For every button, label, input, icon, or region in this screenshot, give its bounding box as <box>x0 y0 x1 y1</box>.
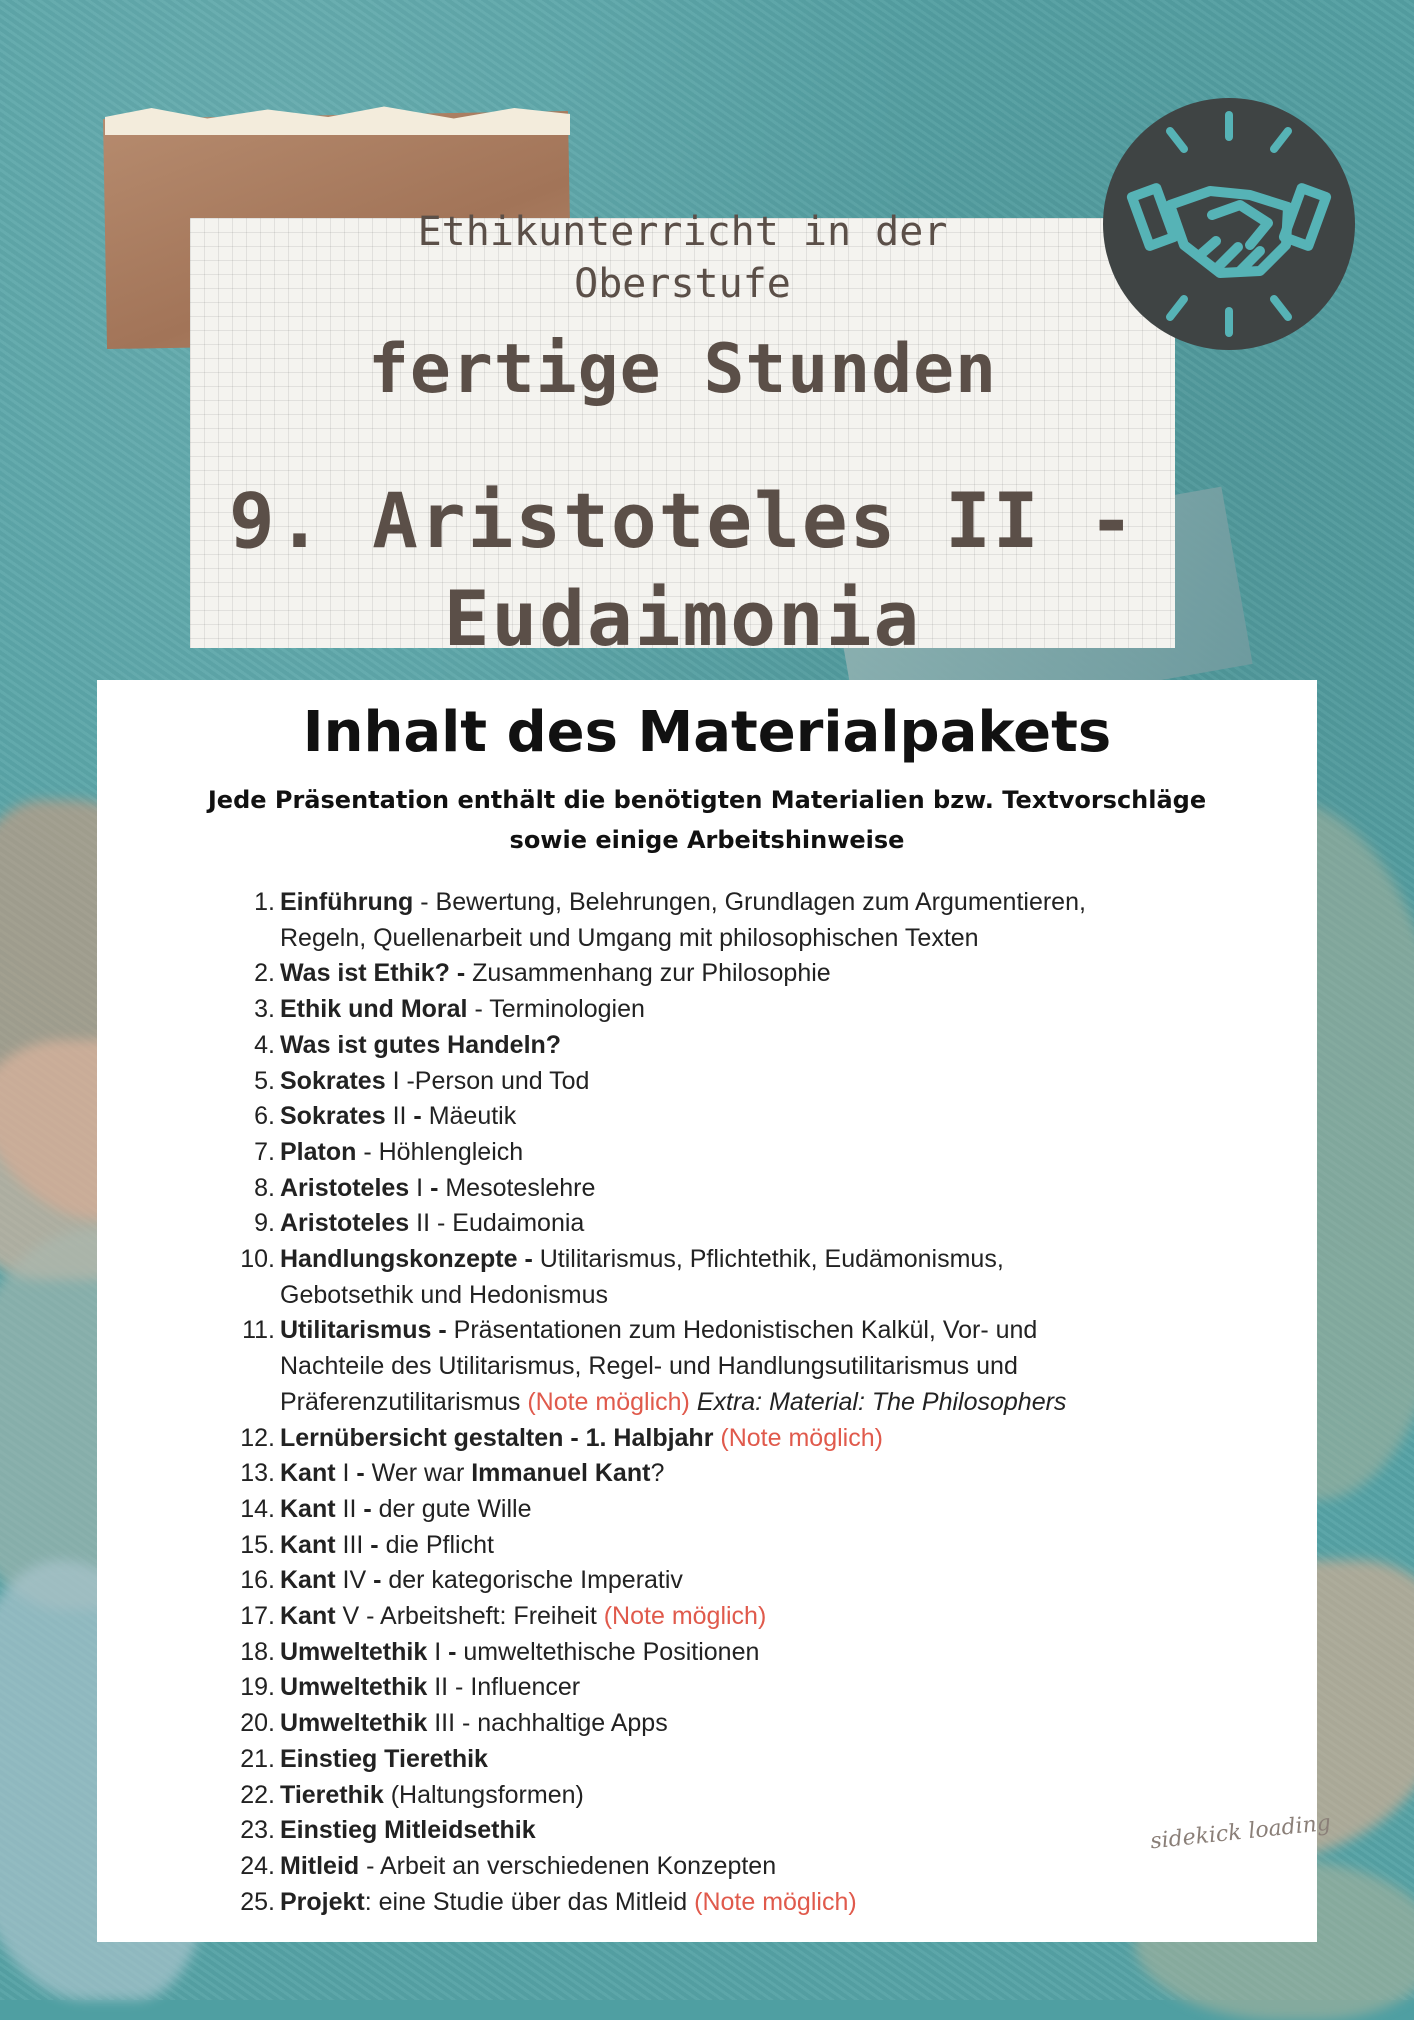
list-item-number: 24. <box>240 1851 275 1880</box>
list-item <box>227 1135 1227 1171</box>
list-item-text-segment: Mesoteslehre <box>438 1173 596 1202</box>
list-item-text-segment: Umweltethik <box>280 1637 428 1666</box>
list-item-text-segment: I <box>409 1173 431 1202</box>
list-item-text-segment: (Note möglich) <box>603 1602 767 1631</box>
list-item-number: 1. <box>254 888 275 916</box>
list-item-text <box>275 1778 584 1814</box>
list-item-line <box>280 1421 883 1457</box>
list-item <box>227 1849 1227 1885</box>
main-title: fertige Stunden <box>367 330 998 409</box>
list-item-number: 3. <box>254 995 275 1024</box>
list-item-text-segment: Kant <box>280 1602 336 1631</box>
list-item <box>227 1206 1227 1242</box>
list-item <box>227 1599 1227 1635</box>
list-item-line <box>280 1599 766 1635</box>
list-item-text-segment: Was ist gutes Handeln? <box>280 1030 562 1059</box>
list-item-text <box>275 1492 531 1528</box>
list-item <box>227 1421 1227 1457</box>
list-item-text-segment: Wer war <box>364 1459 472 1488</box>
list-item-line <box>280 1742 488 1778</box>
list-item-text <box>275 1135 523 1171</box>
list-item <box>227 1064 1227 1100</box>
list-item-line <box>280 921 1086 957</box>
list-item <box>227 1528 1227 1564</box>
list-item-number: 14. <box>240 1494 275 1523</box>
list-item-text-segment: Handlungskonzepte - <box>280 1245 540 1274</box>
list-item-text-segment: - <box>370 1530 379 1559</box>
list-item-text-segment: Regeln, Quellenarbeit und Umgang mit philosophischen Texten <box>280 923 979 952</box>
list-item-text <box>275 956 831 992</box>
list-item-text <box>275 1171 595 1207</box>
list-item <box>227 885 1227 956</box>
list-item-text-segment: Kant <box>280 1459 336 1488</box>
list-item <box>227 1778 1227 1814</box>
list-item-text-segment: II <box>385 1102 414 1131</box>
list-item <box>227 1313 1227 1420</box>
logo <box>1100 95 1358 353</box>
list-item-text-segment: III <box>335 1530 371 1559</box>
list-item-number: 4. <box>254 1030 275 1059</box>
list-item-number: 19. <box>240 1673 275 1702</box>
list-item-text-segment: die Pflicht <box>378 1530 494 1559</box>
list-item-text-segment: Was ist Ethik? - <box>280 959 473 988</box>
list-item <box>227 1885 1227 1921</box>
list-item-text <box>275 1206 584 1242</box>
list-item <box>227 1670 1227 1706</box>
list-item-text-segment: Sokrates <box>280 1102 386 1131</box>
list-item-number: 23. <box>240 1816 275 1845</box>
list-item-text-segment: Utilitarismus - <box>280 1316 454 1345</box>
list-item-number: 21. <box>240 1744 275 1773</box>
list-item <box>227 1099 1227 1135</box>
list-item-text-segment: Lernübersicht gestalten - 1. Halbjahr <box>280 1423 714 1452</box>
list-item-text <box>275 1635 759 1671</box>
list-item-text-segment: Gebotsethik und Hedonismus <box>280 1280 608 1309</box>
list-item-number: 25. <box>240 1887 275 1916</box>
list-item-text-segment: (Note möglich) <box>694 1887 857 1916</box>
list-item-number: 20. <box>240 1709 275 1738</box>
signature: sidekick loading <box>1149 1810 1333 1855</box>
list-item-text-segment: - <box>373 1566 382 1595</box>
list-item-text-segment: III - nachhaltige Apps <box>427 1709 668 1738</box>
list-item-text-segment: Mitleid <box>280 1851 360 1880</box>
list-item <box>227 1456 1227 1492</box>
list-item-number: 15. <box>240 1530 275 1559</box>
list-item-number: 5. <box>254 1066 275 1095</box>
list-item-text <box>275 1313 1066 1420</box>
list-item-line <box>280 1528 494 1564</box>
list-item-text <box>275 1242 1004 1313</box>
list-item-text <box>275 992 645 1028</box>
list-item-text-segment: Immanuel Kant <box>471 1459 651 1488</box>
list-item-text-segment: Einstieg Mitleidsethik <box>280 1816 536 1845</box>
list-item-text <box>275 1421 883 1457</box>
handshake-icon <box>1100 95 1358 353</box>
list-item-number: 9. <box>254 1209 275 1238</box>
series-title: Ethikunterricht in der <box>417 209 948 255</box>
list-item-text <box>275 1528 494 1564</box>
list-item-text <box>275 1813 536 1849</box>
list-item-text-segment: (Note möglich) <box>720 1423 883 1452</box>
list-item-text-segment: - <box>430 1173 439 1202</box>
list-item-text-segment: Einführung <box>280 888 414 916</box>
list-item-line <box>280 1635 759 1671</box>
list-item-line <box>280 1885 857 1921</box>
list-item-line <box>280 1563 683 1599</box>
list-item-text-segment: Projekt <box>280 1887 365 1916</box>
content-subtitle-line1: Jede Präsentation enthält die benötigten Materialien bzw. Textvorschläge <box>207 786 1207 814</box>
list-item <box>227 1563 1227 1599</box>
list-item-text-segment: : eine Studie über das Mitleid <box>364 1887 695 1916</box>
list-item-number: 11. <box>242 1316 275 1345</box>
list-item-line <box>280 1670 580 1706</box>
list-item <box>227 956 1227 992</box>
list-item-text-segment: (Haltungsformen) <box>383 1780 584 1809</box>
list-item-text-segment: Aristoteles <box>280 1209 410 1238</box>
list-item-text-segment: I <box>335 1459 357 1488</box>
list-item-text-segment: der kategorische Imperativ <box>381 1566 683 1595</box>
list-item-text <box>275 1064 589 1100</box>
list-item-text <box>275 885 1086 956</box>
list-item-text-segment: IV <box>335 1566 374 1595</box>
list-item-text-segment: (Note möglich) <box>527 1387 690 1416</box>
list-item-text-segment: - <box>413 1102 422 1131</box>
list-item-line <box>280 992 645 1028</box>
list-item <box>227 1028 1227 1064</box>
lesson-title-line1: 9. Aristoteles II - <box>228 476 1137 565</box>
content-title: Inhalt des Materialpakets <box>302 700 1112 765</box>
list-item-text <box>275 1670 580 1706</box>
list-item-line <box>280 1242 1004 1278</box>
list-item-line <box>280 1778 584 1814</box>
list-item <box>227 1242 1227 1313</box>
list-item-line <box>280 1064 589 1100</box>
list-item-text-segment: Sokrates <box>280 1066 386 1095</box>
list-item-text-segment: - <box>363 1494 372 1523</box>
list-item-number: 12. <box>240 1423 275 1452</box>
list-item-text <box>275 1563 683 1599</box>
list-item-text-segment: Utilitarismus, Pflichtethik, Eudämonismus, <box>539 1245 1004 1274</box>
list-item-text-segment: - Bewertung, Belehrungen, Grundlagen zum Argumentieren, <box>413 888 1086 916</box>
list-item-text-segment: - Arbeit an verschiedenen Konzepten <box>359 1851 777 1880</box>
list-item-text-segment: Umweltethik <box>280 1709 428 1738</box>
list-item-text-segment: Kant <box>280 1566 336 1595</box>
list-item <box>227 1635 1227 1671</box>
list-item-line <box>280 1813 536 1849</box>
list-item-text-segment: - Höhlengleich <box>356 1137 524 1166</box>
list-item-text-segment: - Terminologien <box>467 995 645 1024</box>
list-item-number: 17. <box>240 1602 275 1631</box>
list-item-text-segment: Präferenzutilitarismus <box>280 1387 528 1416</box>
list-item-number: 22. <box>240 1780 275 1809</box>
list-item-text-segment: Präsentationen zum Hedonistischen Kalkül, Vor- und <box>453 1316 1038 1345</box>
list-item-number: 16. <box>240 1566 275 1595</box>
list-item <box>227 1813 1227 1849</box>
content-card <box>97 680 1317 1942</box>
list-item-text-segment: umweltethische Positionen <box>456 1637 760 1666</box>
level-title: Oberstufe <box>574 261 791 307</box>
list-item-line <box>280 885 1086 921</box>
list-item-text-segment: I <box>427 1637 449 1666</box>
list-item-text-segment: Zusammenhang zur Philosophie <box>472 959 831 988</box>
list-item-text-segment: II - Influencer <box>427 1673 581 1702</box>
list-item-text-segment <box>690 1388 697 1416</box>
list-item-line <box>280 1349 1066 1385</box>
list-item <box>227 1742 1227 1778</box>
list-item-line <box>280 1492 531 1528</box>
list-item-line <box>280 1849 776 1885</box>
list-item-text <box>275 1742 488 1778</box>
list-item-text <box>275 1885 857 1921</box>
list-item-text <box>275 1706 668 1742</box>
list-item-number: 6. <box>254 1102 275 1131</box>
list-item-line <box>280 956 831 992</box>
list-item-text-segment: ? <box>650 1459 665 1488</box>
list-item-text-segment: I -Person und Tod <box>385 1066 590 1095</box>
list-item-text-segment: - <box>356 1459 365 1488</box>
list-item-text-segment: Platon <box>280 1137 357 1166</box>
list-item-line <box>280 1278 1004 1314</box>
list-item-line <box>280 1171 595 1207</box>
list-item-text-segment: Tierethik <box>280 1780 384 1809</box>
list-item-text-segment: Extra: Material: The Philosophers <box>696 1387 1067 1416</box>
list-item-text <box>275 1099 516 1135</box>
list-item-text-segment: Kant <box>280 1494 336 1523</box>
lesson-title-line2: Eudaimonia <box>443 574 922 663</box>
content-subtitle <box>97 780 1317 860</box>
list-item <box>227 1706 1227 1742</box>
list-item-text-segment: - <box>448 1637 457 1666</box>
list-item-number: 10. <box>240 1245 275 1274</box>
list-item-number: 7. <box>254 1137 275 1166</box>
list-item-number: 8. <box>254 1173 275 1202</box>
list-item-line <box>280 1313 1066 1349</box>
list-item-text-segment: Nachteile des Utilitarismus, Regel- und Handlungsutilitarismus und <box>280 1352 1018 1381</box>
list-item <box>227 1492 1227 1528</box>
content-subtitle-line2: sowie einige Arbeitshinweise <box>509 826 905 854</box>
list-item-text-segment: II - Eudaimonia <box>409 1209 585 1238</box>
list-item-text-segment: Umweltethik <box>280 1673 428 1702</box>
list-item <box>227 1171 1227 1207</box>
list-item-text-segment: Aristoteles <box>280 1173 410 1202</box>
list-item-text <box>275 1849 776 1885</box>
list-item-line <box>280 1135 523 1171</box>
list-item-text-segment: Einstieg Tierethik <box>280 1744 488 1773</box>
list-item-text <box>275 1456 664 1492</box>
list-item-line <box>280 1385 1066 1421</box>
list-item <box>227 992 1227 1028</box>
list-item-line <box>280 1706 668 1742</box>
list-item-number: 2. <box>254 959 275 988</box>
list-item-line <box>280 1028 561 1064</box>
list-item-line <box>280 1456 664 1492</box>
list-item-text <box>275 1599 766 1635</box>
list-item-text-segment: Mäeutik <box>421 1102 517 1131</box>
list-item-text-segment: Ethik und Moral <box>280 995 468 1024</box>
list-item-text-segment: der gute Wille <box>371 1494 532 1523</box>
list-item-number: 13. <box>240 1459 275 1488</box>
list-item-text-segment: V - Arbeitsheft: Freiheit <box>335 1602 604 1631</box>
list-item-text-segment: Kant <box>280 1530 336 1559</box>
lesson-list <box>227 885 1227 1920</box>
list-item-line <box>280 1206 584 1242</box>
list-item-text <box>275 1028 561 1064</box>
list-item-text-segment: II <box>335 1494 364 1523</box>
list-item-line <box>280 1099 516 1135</box>
list-item-number: 18. <box>240 1637 275 1666</box>
